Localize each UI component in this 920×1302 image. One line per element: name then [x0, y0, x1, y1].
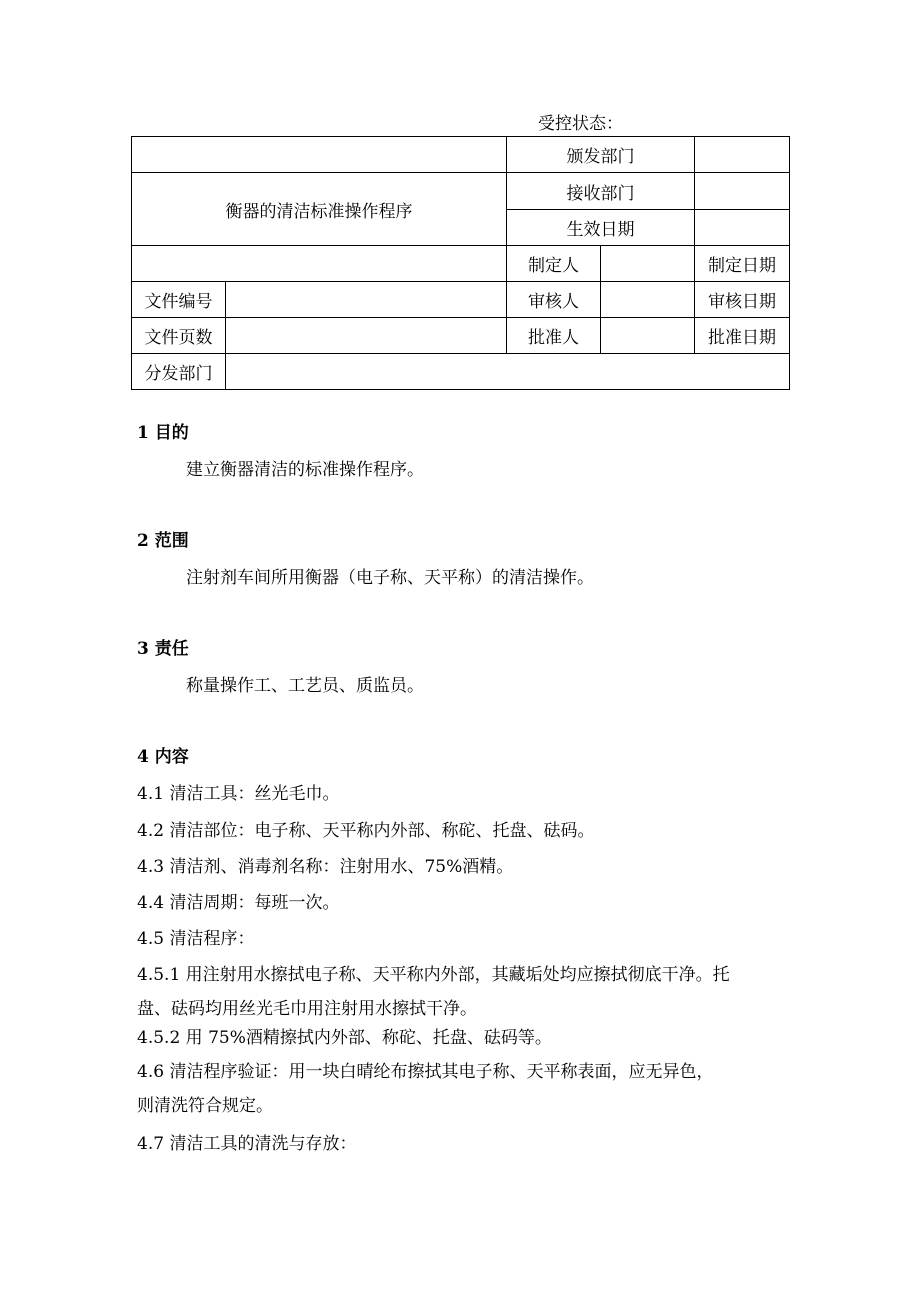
effective-date-value — [695, 210, 790, 246]
content-item: 则清洗符合规定。 — [137, 1096, 273, 1116]
doc-pages-value — [226, 318, 507, 354]
document-header-table — [131, 136, 790, 390]
reviewer-value — [601, 282, 695, 318]
approver-value — [601, 318, 695, 354]
reviewer-label: 审核人 — [507, 282, 601, 318]
drafter-label: 制定人 — [507, 246, 601, 282]
issuing-dept-label: 颁发部门 — [507, 137, 695, 173]
content-item: 4.4 清洁周期：每班一次。 — [137, 893, 340, 913]
responsibility-text: 称量操作工、工艺员、质监员。 — [186, 676, 424, 696]
content-item: 盘、砝码均用丝光毛巾用注射用水擦拭干净。 — [137, 999, 477, 1019]
doc-pages-label: 文件页数 — [132, 318, 226, 354]
section-heading-responsibility: 3 责任 — [137, 639, 189, 659]
content-item: 4.2 清洁部位：电子称、天平称内外部、称砣、托盘、砝码。 — [137, 821, 595, 841]
section-heading-content: 4 内容 — [137, 747, 189, 767]
content-item: 4.3 清洁剂、消毒剂名称：注射用水、75%酒精。 — [137, 857, 514, 877]
doc-number-value — [226, 282, 507, 318]
controlled-status-label: 受控状态： — [538, 114, 623, 134]
content-item: 4.5.1 用注射用水擦拭电子称、天平称内外部，其藏垢处均应擦拭彻底干净。托 — [137, 965, 730, 985]
scope-text: 注射剂车间所用衡器（电子称、天平称）的清洁操作。 — [186, 568, 594, 588]
approve-date-label: 批准日期 — [695, 318, 790, 354]
document-title: 衡器的清洁标准操作程序 — [132, 173, 507, 246]
distribution-dept-label: 分发部门 — [132, 354, 226, 390]
review-date-label: 审核日期 — [695, 282, 790, 318]
drafter-row-blank — [132, 246, 507, 282]
section-heading-purpose: 1 目的 — [137, 423, 189, 443]
effective-date-label: 生效日期 — [507, 210, 695, 246]
receiving-dept-label: 接收部门 — [507, 173, 695, 210]
issuing-dept-value — [695, 137, 790, 173]
content-item: 4.7 清洁工具的清洗与存放： — [137, 1134, 357, 1154]
content-item: 4.5 清洁程序： — [137, 929, 255, 949]
content-item: 4.6 清洁程序验证：用一块白晴纶布擦拭其电子称、天平称表面，应无异色， — [137, 1062, 714, 1082]
approver-label: 批准人 — [507, 318, 601, 354]
section-heading-scope: 2 范围 — [137, 531, 189, 551]
purpose-text: 建立衡器清洁的标准操作程序。 — [186, 460, 424, 480]
receiving-dept-value — [695, 173, 790, 210]
distribution-dept-value — [226, 354, 790, 390]
draft-date-label: 制定日期 — [695, 246, 790, 282]
content-item: 4.5.2 用 75%酒精擦拭内外部、称砣、托盘、砝码等。 — [137, 1028, 552, 1048]
header-blank-cell — [132, 137, 507, 173]
doc-number-label: 文件编号 — [132, 282, 226, 318]
content-item: 4.1 清洁工具：丝光毛巾。 — [137, 784, 340, 804]
drafter-value — [601, 246, 695, 282]
